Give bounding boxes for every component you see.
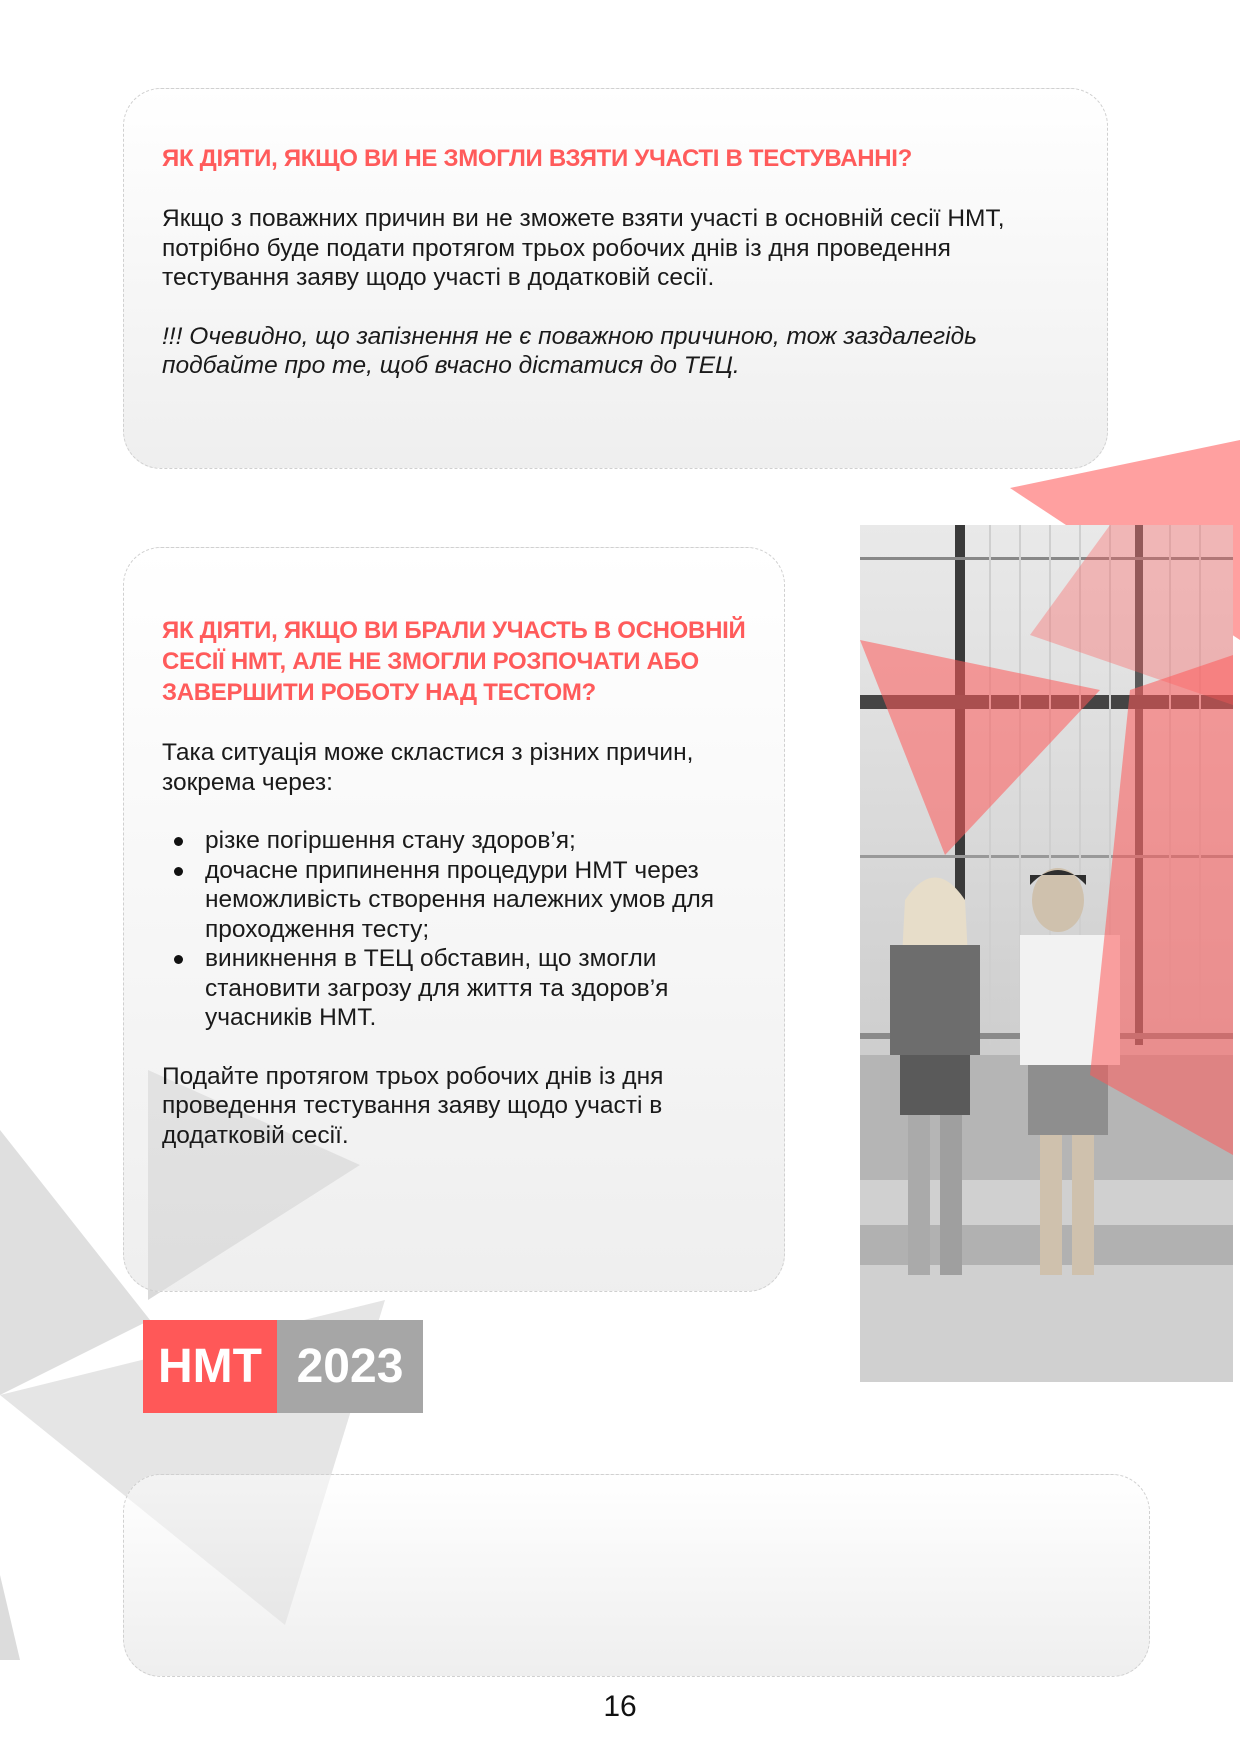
nmt-2023-logo xyxy=(143,1320,423,1413)
reasons-list xyxy=(162,826,748,1033)
bullet-icon xyxy=(174,837,183,846)
card-closing: Подайте протягом трьох робочих днів із дня проведення тестування заяву щодо участі в додатковій сесії. xyxy=(162,1062,664,1149)
list-item-text: дочасне припинення процедури НМТ через неможливість створення належних умов для проходження тесту; xyxy=(205,856,715,943)
card-heading: ЯК ДІЯТИ, ЯКЩО ВИ БРАЛИ УЧАСТЬ В ОСНОВНІЙ СЕСІЇ НМТ, АЛЕ НЕ ЗМОГЛИ РОЗПОЧАТИ АБО ЗАВЕРШИТИ РОБОТУ НАД ТЕСТОМ? xyxy=(162,617,746,706)
bullet-icon xyxy=(174,867,183,876)
list-item-text: виникнення в ТЕЦ обставин, що змогли становити загрозу для життя та здоров’я учасників НМТ. xyxy=(205,945,669,1031)
card-note: !!! Очевидно, що запізнення не є поважною причиною, тож заздалегідь подбайте про те, щоб вчасно дістатися до ТЕЦ. xyxy=(162,322,978,379)
card-paragraph: Якщо з поважних причин ви не зможете взяти участі в основній сесії НМТ, потрібно буде подати протягом трьох робочих днів із дня проведення тестування заяву щодо участі в додатковій сесії. xyxy=(162,205,1005,291)
logo-part-nmt: НМТ xyxy=(143,1320,277,1413)
bullet-icon xyxy=(174,955,183,964)
card-heading: ЯК ДІЯТИ, ЯКЩО ВИ НЕ ЗМОГЛИ ВЗЯТИ УЧАСТІ В ТЕСТУВАННІ? xyxy=(162,145,913,172)
deco-triangle-gray-3 xyxy=(0,1575,20,1660)
list-item xyxy=(162,944,748,1033)
list-item-text: різке погіршення стану здоров’я; xyxy=(205,827,576,854)
list-item xyxy=(162,856,748,945)
info-card-missed-test xyxy=(123,88,1108,469)
list-item xyxy=(162,826,748,856)
info-card-interrupted-test xyxy=(123,547,785,1292)
students-photo xyxy=(860,525,1233,1382)
page-number: 16 xyxy=(603,1690,637,1723)
logo-part-year: 2023 xyxy=(277,1320,423,1413)
empty-card xyxy=(123,1474,1150,1677)
card-intro: Така ситуація може скластися з різних причин, зокрема через: xyxy=(162,739,694,796)
